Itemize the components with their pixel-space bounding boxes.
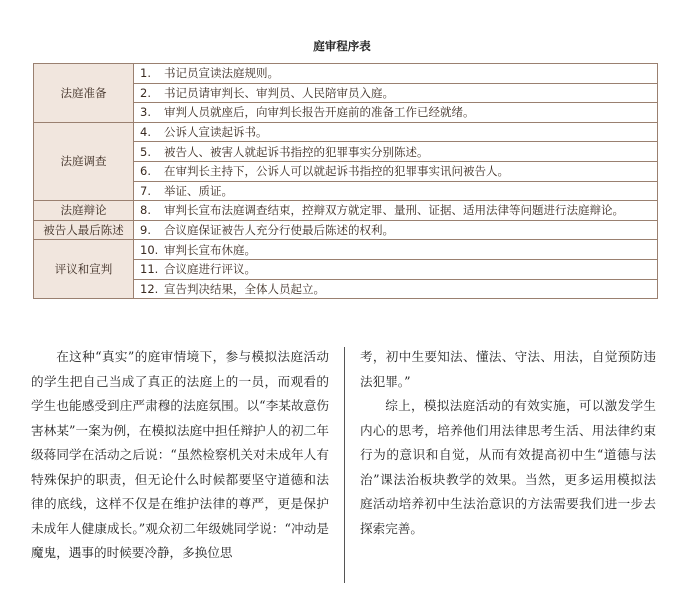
step-cell <box>134 64 658 84</box>
article-paragraph: 在这种“真实”的庭审情境下，参与模拟法庭活动的学生把自己当成了真正的法庭上的一员，而观看的学生也能感受到庄严肃穆的法庭氛围。以“李某故意伤害林某”一案为例，在模拟法庭中担任辩护人的初二年级蒋同学在活动之后说：“虽然检察机关对未成年人有特殊保护的职责，但无论什么时候都要坚守道德和法律的底线，这样不仅是在维护法律的尊严，更是保护未成年人健康成长。”观众初二年级姚同学说：“冲动是魔鬼，遇事的时候要冷静，多换位思 <box>31 349 329 560</box>
step-text: 书记员请审判长、审判员、人民陪审员入庭。 <box>164 85 394 100</box>
step-number: 9. <box>140 223 151 238</box>
step-cell <box>134 181 658 201</box>
step-text: 合议庭保证被告人充分行使最后陈述的权利。 <box>164 223 394 238</box>
article-paragraph: 综上，模拟法庭活动的有效实施，可以激发学生内心的思考，培养他们用法律思考生活、用法律约束行为的意识和自觉，从而有效提高初中生“道德与法治”课法治板块教学的效果。当然，更多运用模拟法庭活动培养初中生法治意识的方法需要我们进一步去探索完善。 <box>360 398 656 536</box>
stage-name-cell: 法庭调查 <box>34 122 134 200</box>
step-text: 合议庭进行评议。 <box>164 262 256 277</box>
stage-name-cell: 法庭辩论 <box>34 201 134 221</box>
step-cell <box>134 201 658 221</box>
step-text: 公诉人宣读起诉书。 <box>164 125 268 140</box>
trial-procedure-table <box>33 63 658 299</box>
stage-name-cell: 法庭准备 <box>34 64 134 123</box>
step-text: 被告人、被害人就起诉书指控的犯罪事实分别陈述。 <box>164 144 429 159</box>
step-number: 4. <box>140 125 151 140</box>
step-number: 11. <box>140 262 159 277</box>
step-cell <box>134 103 658 123</box>
table-row <box>34 201 658 221</box>
step-number: 6. <box>140 164 151 179</box>
step-cell <box>134 259 658 279</box>
step-cell <box>134 161 658 181</box>
step-text: 举证、质证。 <box>164 183 233 198</box>
column-divider <box>344 347 345 583</box>
step-cell <box>134 240 658 260</box>
step-text: 审判长宣布法庭调查结束，控辩双方就定罪、量刑、证据、适用法律等问题进行法庭辩论。 <box>164 203 624 218</box>
step-cell <box>134 83 658 103</box>
step-number: 2. <box>140 85 151 100</box>
step-text: 审判长宣布休庭。 <box>164 242 256 257</box>
table-row <box>34 220 658 240</box>
stage-name-cell: 被告人最后陈述 <box>34 220 134 240</box>
step-number: 8. <box>140 203 151 218</box>
step-cell <box>134 220 658 240</box>
step-text: 书记员宣读法庭规则。 <box>164 66 279 81</box>
step-number: 3. <box>140 105 151 120</box>
step-text: 审判人员就座后，向审判长报告开庭前的准备工作已经就绪。 <box>164 105 475 120</box>
stage-name-cell: 评议和宣判 <box>34 240 134 299</box>
table-title: 庭审程序表 <box>313 39 371 53</box>
article-paragraph-continuation: 考，初中生要知法、懂法、守法、用法，自觉预防违法犯罪。” <box>360 349 656 389</box>
step-cell <box>134 142 658 162</box>
step-text: 在审判长主持下，公诉人可以就起诉书指控的犯罪事实讯问被告人。 <box>164 164 509 179</box>
table-row <box>34 64 658 84</box>
step-number: 5. <box>140 144 151 159</box>
step-text: 宣告判决结果，全体人员起立。 <box>164 281 325 296</box>
step-cell <box>134 122 658 142</box>
step-number: 12. <box>140 281 159 296</box>
step-number: 1. <box>140 66 151 81</box>
step-cell <box>134 279 658 299</box>
article-right-column <box>360 345 656 541</box>
article-left-column <box>31 345 329 566</box>
step-number: 10. <box>140 242 159 257</box>
table-row <box>34 240 658 260</box>
step-number: 7. <box>140 183 151 198</box>
table-row <box>34 122 658 142</box>
